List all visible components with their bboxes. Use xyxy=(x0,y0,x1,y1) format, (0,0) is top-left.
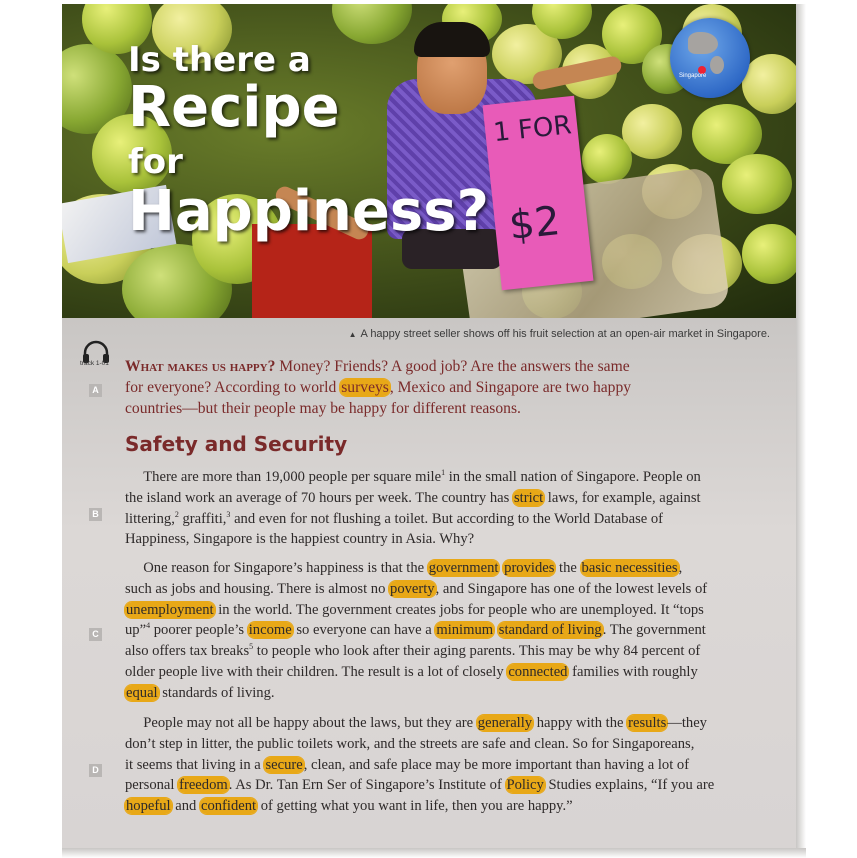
highlight: minimum xyxy=(436,622,494,639)
paragraph-marker-c: C xyxy=(89,628,102,641)
paragraph-b: There are more than 19,000 people per square mile$^1$ in the small nation of Singapore. People on the island work an average of 70 hours per week. The country has strict laws, for example, against littering,$^2$ graffiti,$^3$ and even for not flushing a toilet. But according to the World Database of Happiness, Singapore is the happiest country in Asia. Why? xyxy=(125,468,701,548)
highlight: surveys xyxy=(341,378,389,396)
paragraph-marker-a: A xyxy=(89,384,102,397)
highlight: secure xyxy=(265,756,303,773)
globe-icon xyxy=(670,18,750,98)
sign-text-bottom: $2 xyxy=(506,197,563,250)
price-sign xyxy=(483,96,594,291)
highlight: results xyxy=(628,715,667,731)
page-edge-shadow xyxy=(796,4,806,852)
triangle-up-icon: ▲ xyxy=(348,330,357,339)
audio-track-label: track 1-01 xyxy=(80,360,109,367)
paragraph-marker-b: B xyxy=(89,508,102,521)
intro-lead: What makes us happy? xyxy=(125,358,276,375)
highlight: unemployment xyxy=(126,601,214,618)
highlight: freedom xyxy=(179,777,228,794)
caption-text: A happy street seller shows off his fruit selection at an open-air market in Singapore. xyxy=(360,328,770,340)
section-heading: Safety and Security xyxy=(125,432,348,456)
title-line-2: Recipe xyxy=(128,75,340,140)
paragraph-d: People may not all be happy about the laws, but they are generally happy with the results—they don’t step in litter, the public toilets work, and the streets are safe and clean. So for Singaporeans, it seems that living in a secure, clean, and safe place may be more important than having a lot of personal freedom. As Dr. Tan Ern Ser of Singapore’s Institute of Policy Studies explains, “If you are hopeful and confident of getting what you want in life, then you are happy.” xyxy=(125,715,715,815)
paragraph-marker-d: D xyxy=(89,764,102,777)
highlight: strict xyxy=(513,489,544,506)
highlight: income xyxy=(248,622,292,639)
highlight: generally xyxy=(477,715,533,731)
page-bottom-shadow xyxy=(62,848,806,858)
highlight: standard of living xyxy=(498,622,602,639)
highlight: poverty xyxy=(390,580,435,597)
highlight: provides xyxy=(504,560,555,576)
intro-paragraph: What makes us happy? Money? Friends? A good job? Are the answers the same for everyone? According to world surveys, Mexico and Singapore are two happy countries—but their people may be happy for different reasons. xyxy=(125,358,632,417)
highlight: government xyxy=(428,560,499,576)
paragraph-c: One reason for Singapore’s happiness is that the government provides the basic necessities, such as jobs and housing. There is almost no poverty, and Singapore has one of the lowest levels of unemployment in the world. The government creates jobs for people who are unemployed. It “tops up”$^4$ poorer people’s income so everyone can have a minimum standard of living. The government also offers tax breaks$^5$ to people who look after their aging parents. This may be why 84 percent of older people live with their children. The result is a lot of closely connected families with roughly equal standards of living. xyxy=(125,560,708,701)
sign-text-top: 1 FOR xyxy=(491,110,573,149)
title-line-4: Happiness? xyxy=(128,179,490,244)
intro-text: Money? Friends? A good job? Are the answers the same xyxy=(279,358,630,375)
title-line-1: Is there a xyxy=(128,40,311,80)
highlight: basic necessities xyxy=(581,560,678,576)
highlight: Policy xyxy=(506,777,544,794)
globe-label: Singapore xyxy=(679,73,707,79)
photo-caption xyxy=(318,328,770,340)
highlight: equal xyxy=(126,684,158,701)
highlight: confident xyxy=(200,798,257,815)
highlight: hopeful xyxy=(126,798,171,815)
highlight: connected xyxy=(508,663,568,680)
title-line-3: for xyxy=(128,142,183,182)
